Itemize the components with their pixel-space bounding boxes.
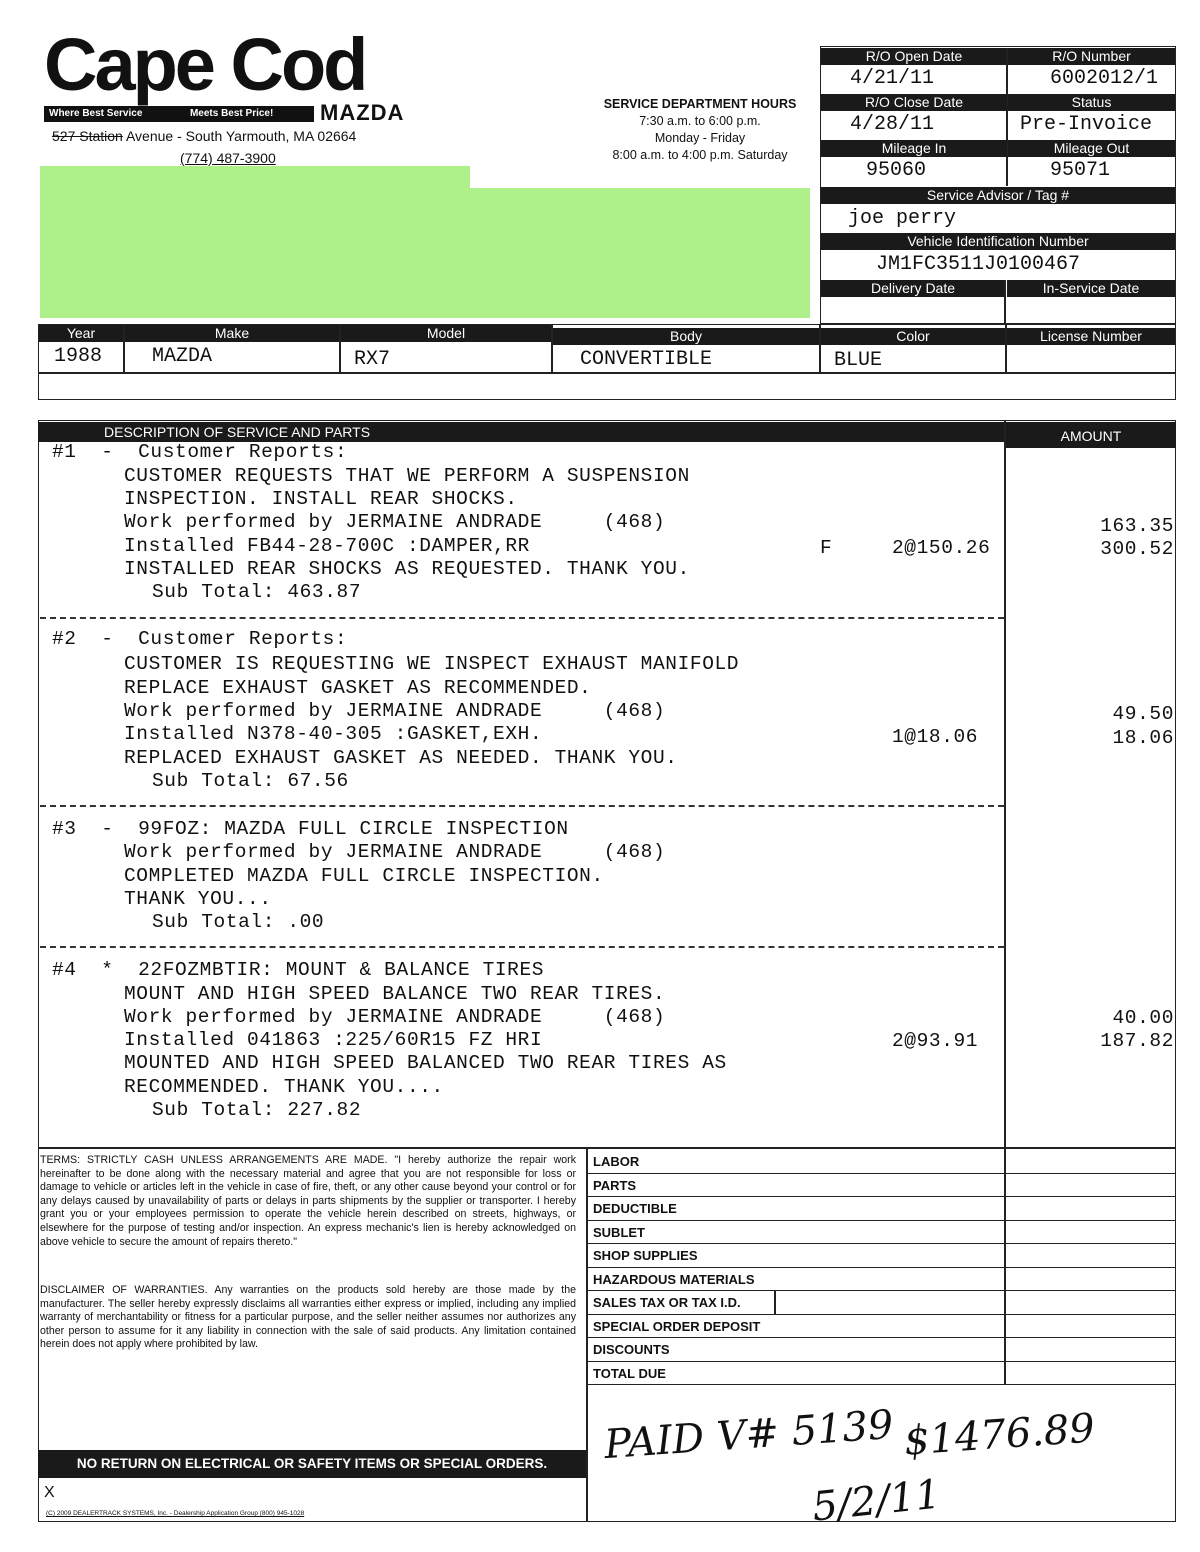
special-order-label: SPECIAL ORDER DEPOSIT: [593, 1318, 761, 1334]
ro-close-date: 4/28/11: [850, 113, 935, 136]
color-label: Color: [821, 328, 1005, 345]
disclaimer-text: DISCLAIMER OF WARRANTIES. Any warranties on the products sold hereby are those made by the manufacturer. The seller hereby expressly disclaims all warranties either express or implied, including any implied warranty of merchantability or fitness for a particular purpose, and the seller neither assumes nor authorizes any other person to assume for it any liability in connection with the sale of said products. Any limitation contained herein does not apply where prohibited by law.: [40, 1284, 576, 1351]
s2-qty: 1@18.06: [892, 726, 979, 748]
service-advisor: joe perry: [848, 207, 957, 230]
vin-value: JM1FC3511J0100467: [876, 253, 1081, 276]
ro-close-date-label: R/O Close Date: [821, 94, 1007, 111]
signature-x: X: [44, 1484, 55, 1501]
s1-line2: CUSTOMER REQUESTS THAT WE PERFORM A SUSPENSION: [124, 465, 690, 487]
s1-flag: F: [820, 537, 833, 559]
model-label: Model: [341, 325, 551, 342]
s4-line6: RECOMMENDED. THANK YOU....: [124, 1076, 444, 1098]
total-row-special-order: [586, 1315, 1176, 1339]
hours-line2: Monday - Friday: [654, 131, 746, 145]
s1-qty: 2@150.26: [892, 537, 991, 559]
hours-line3: 8:00 a.m. to 4:00 p.m. Saturday: [612, 148, 788, 162]
sublet-label: SUBLET: [593, 1224, 645, 1240]
dealer-tagline: [44, 106, 314, 122]
vehicle-model: RX7: [354, 348, 391, 371]
total-row-sublet: [586, 1221, 1176, 1245]
total-due-label: TOTAL DUE: [593, 1365, 666, 1381]
hours-line1: 7:30 a.m. to 6:00 p.m.: [639, 114, 761, 128]
total-row-hazardous: [586, 1268, 1176, 1292]
s1-line5: Installed FB44-28-700C :DAMPER,RR: [124, 535, 530, 557]
total-row-shop-supplies: [586, 1244, 1176, 1268]
parts-label: PARTS: [593, 1177, 637, 1193]
total-row-sales-tax: [586, 1291, 1176, 1315]
vehicle-body: CONVERTIBLE: [580, 348, 713, 371]
s2-labor-amount: 49.50: [1112, 703, 1174, 725]
s4-line1: #4 * 22FOZMBTIR: MOUNT & BALANCE TIRES: [52, 959, 545, 981]
s1-line1: #1 - Customer Reports:: [52, 441, 348, 463]
vehicle-make: MAZDA: [152, 345, 213, 368]
s1-line4: Work performed by JERMAINE ANDRADE (468): [124, 511, 666, 533]
shop-supplies-label: SHOP SUPPLIES: [593, 1248, 698, 1263]
vin-label: Vehicle Identification Number: [821, 233, 1175, 250]
s3-line1: #3 - 99FOZ: MAZDA FULL CIRCLE INSPECTION: [52, 818, 569, 840]
dealer-address: [52, 128, 356, 144]
year-label: Year: [39, 325, 123, 342]
dealer-brand: MAZDA: [320, 100, 405, 125]
separator: [40, 617, 1004, 619]
terms-text: TERMS: STRICTLY CASH UNLESS ARRANGEMENTS ARE MADE. "I hereby authorize the repair work hereinafter to be done along with the necessary material and agree that you are not responsible for loss or damage to vehicle or articles left in the vehicle in case of fire, theft, or any other cause beyond your control or for any delays caused by unavailability of parts or delays in parts shipments by the supplier or transporter. I hereby grant you or your employees permission to operate the vehicle herein described on streets, highways, or elsewhere for the purpose of testing and/or inspection. An express mechanic's lien is hereby acknowledged on above vehicle to secure the amount of repairs thereto.": [40, 1154, 576, 1248]
dealer-phone: (774) 487-3900: [180, 150, 276, 166]
s1-parts-amount: 300.52: [1100, 538, 1174, 560]
s1-subtotal: Sub Total: 463.87: [152, 581, 362, 603]
sales-tax-label: SALES TAX OR TAX I.D.: [593, 1295, 741, 1310]
status-value: Pre-Invoice: [1020, 113, 1153, 136]
advisor-label: Service Advisor / Tag #: [821, 187, 1175, 204]
address-struck: 527 Station: [52, 128, 123, 144]
total-row-deductible: [586, 1197, 1176, 1221]
no-return-banner: NO RETURN ON ELECTRICAL OR SAFETY ITEMS OR SPECIAL ORDERS.: [38, 1450, 586, 1478]
delivery-divider: [1004, 280, 1006, 324]
s2-parts-amount: 18.06: [1112, 727, 1174, 749]
s2-line2: CUSTOMER IS REQUESTING WE INSPECT EXHAUST MANIFOLD: [124, 653, 740, 675]
make-label: Make: [125, 325, 339, 342]
s3-line4: THANK YOU...: [124, 888, 272, 910]
total-row-parts: [586, 1174, 1176, 1198]
mileage-in: 95060: [866, 159, 927, 182]
s4-subtotal: Sub Total: 227.82: [152, 1099, 362, 1121]
s1-line6: INSTALLED REAR SHOCKS AS REQUESTED. THANK YOU.: [124, 558, 690, 580]
s3-line3: COMPLETED MAZDA FULL CIRCLE INSPECTION.: [124, 865, 604, 887]
tagline-right: Meets Best Price!: [189, 108, 274, 119]
ro-number-label: R/O Number: [1008, 48, 1175, 65]
handwritten-paid: PAID V# 5139: [602, 1401, 895, 1469]
amount-header: AMOUNT: [1006, 422, 1176, 448]
vehicle-color: BLUE: [834, 349, 883, 372]
address-rest: Avenue - South Yarmouth, MA 02664: [125, 128, 357, 144]
handwritten-date: 5/2/11: [809, 1471, 943, 1531]
s2-line4: Work performed by JERMAINE ANDRADE (468): [124, 700, 666, 722]
s2-line6: REPLACED EXHAUST GASKET AS NEEDED. THANK YOU.: [124, 747, 678, 769]
s4-line4: Installed 041863 :225/60R15 FZ HRI: [124, 1029, 543, 1051]
s1-labor-amount: 163.35: [1100, 515, 1174, 537]
s2-line3: REPLACE EXHAUST GASKET AS RECOMMENDED.: [124, 677, 592, 699]
tax-divider: [774, 1291, 776, 1314]
s3-subtotal: Sub Total: .00: [152, 911, 325, 933]
veh-div-3: [551, 325, 553, 373]
service-hours: [592, 96, 808, 164]
ro-open-date-label: R/O Open Date: [821, 48, 1007, 65]
redaction-address: [378, 188, 810, 318]
status-label: Status: [1008, 94, 1175, 111]
s4-parts-amount: 187.82: [1100, 1030, 1174, 1052]
total-row-labor: [586, 1150, 1176, 1174]
dealer-logo: Cape Cod: [44, 23, 366, 106]
description-header: DESCRIPTION OF SERVICE AND PARTS: [38, 422, 1006, 442]
s4-line5: MOUNTED AND HIGH SPEED BALANCED TWO REAR TIRES AS: [124, 1052, 727, 1074]
s4-line3: Work performed by JERMAINE ANDRADE (468): [124, 1006, 666, 1028]
hours-title: SERVICE DEPARTMENT HOURS: [603, 97, 797, 111]
vehicle-year: 1988: [54, 345, 103, 368]
ro-open-date: 4/21/11: [850, 67, 935, 90]
in-service-date-label: In-Service Date: [1007, 280, 1175, 297]
body-label: Body: [553, 328, 819, 345]
s2-line5: Installed N378-40-305 :GASKET,EXH.: [124, 723, 543, 745]
total-row-total-due: [586, 1362, 1176, 1386]
veh-div-4: [819, 325, 821, 373]
s1-line3: INSPECTION. INSTALL REAR SHOCKS.: [124, 488, 518, 510]
tagline-left: Where Best Service: [49, 108, 143, 119]
amount-column-line: [1004, 420, 1006, 1148]
handwritten-amount: $1476.89: [902, 1405, 1097, 1465]
mileage-out: 95071: [1050, 159, 1111, 182]
s2-subtotal: Sub Total: 67.56: [152, 770, 349, 792]
veh-div-1: [123, 325, 125, 373]
license-label: License Number: [1007, 328, 1175, 345]
labor-label: LABOR: [593, 1154, 640, 1169]
s4-line2: MOUNT AND HIGH SPEED BALANCE TWO REAR TIRES.: [124, 983, 666, 1005]
deductible-label: DEDUCTIBLE: [593, 1201, 677, 1216]
separator: [40, 805, 1004, 807]
s4-labor-amount: 40.00: [1112, 1007, 1174, 1029]
s2-line1: #2 - Customer Reports:: [52, 628, 348, 650]
ro-number: 6002012/1: [1050, 67, 1159, 90]
s3-line2: Work performed by JERMAINE ANDRADE (468): [124, 841, 666, 863]
delivery-date-label: Delivery Date: [821, 280, 1005, 297]
copyright: (C) 2009 DEALERTRACK SYSTEMS, Inc. - Dealership Application Group (800) 945-1028: [46, 1510, 305, 1517]
s4-qty: 2@93.91: [892, 1030, 979, 1052]
veh-div-5: [1005, 325, 1007, 373]
total-row-discounts: [586, 1338, 1176, 1362]
mileage-in-label: Mileage In: [821, 140, 1007, 157]
veh-div-2: [339, 325, 341, 373]
separator: [40, 946, 1004, 948]
header-divider: [1006, 48, 1008, 186]
hazardous-label: HAZARDOUS MATERIALS: [593, 1271, 755, 1287]
mileage-out-label: Mileage Out: [1008, 140, 1175, 157]
discounts-label: DISCOUNTS: [593, 1342, 670, 1357]
